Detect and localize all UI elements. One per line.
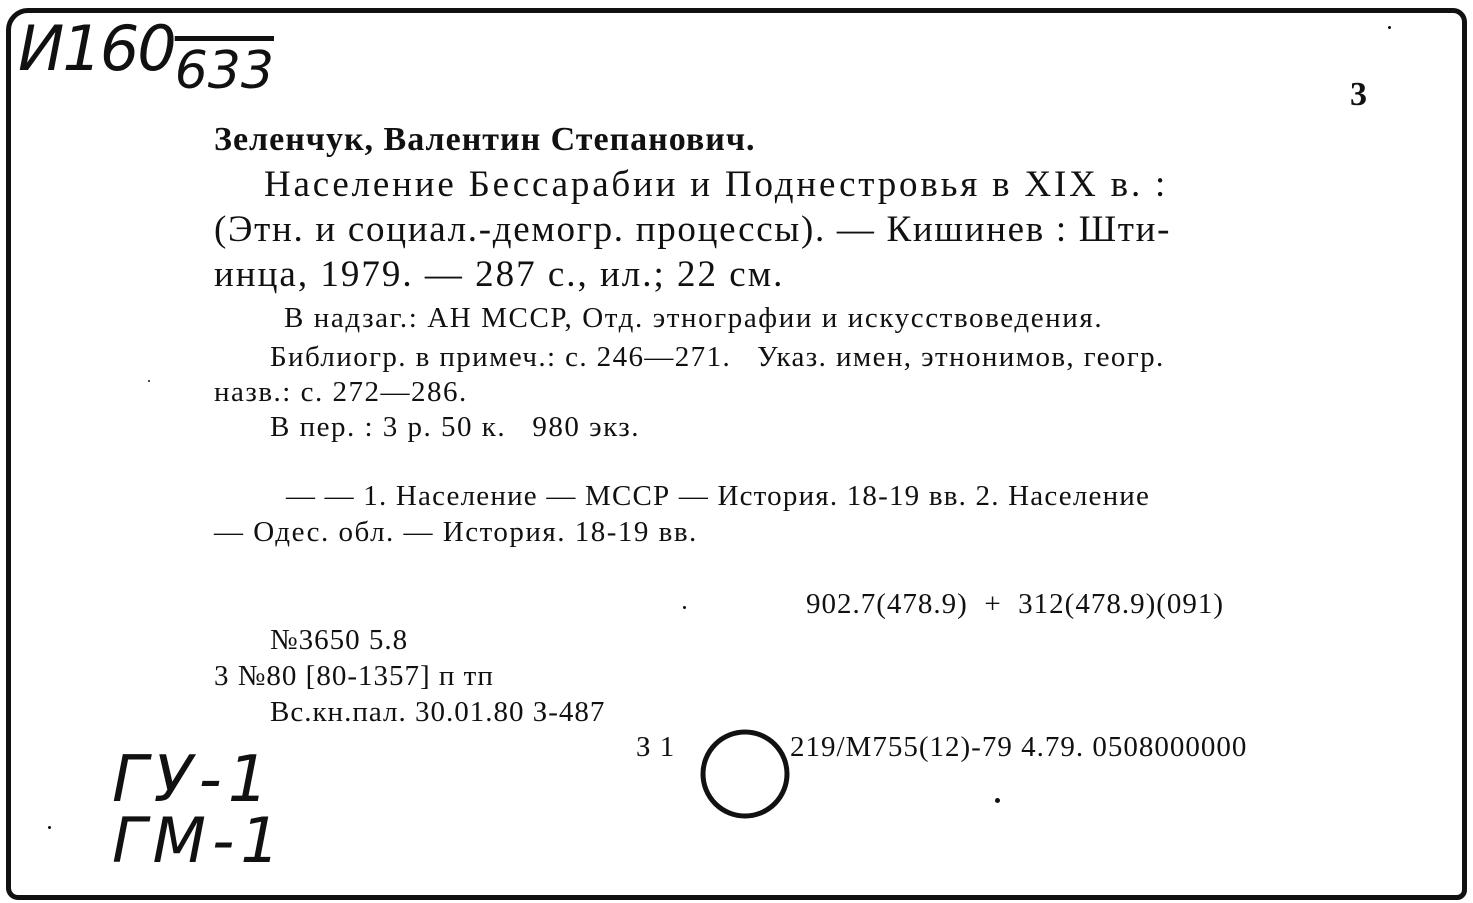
subject-line-1: — — 1. Население — МССР — История. 18-19 вв. 2. Население: [286, 480, 1151, 512]
record-line-3: Вс.кн.пал. 30.01.80 З-487: [270, 696, 606, 728]
speck: [683, 606, 686, 609]
record-line-1: №3650 5.8: [270, 624, 409, 656]
record-line-2: 3 №80 [80-1357] п тп: [214, 660, 494, 692]
title-line-2: (Этн. и социал.-демогр. процессы). — Кишинев : Шти-: [214, 209, 1172, 250]
inventory-number-main: И160: [18, 12, 175, 85]
bottom-code-left: З 1: [636, 731, 676, 763]
note-line-1: В надзаг.: АН МССР, Отд. этнографии и искусствоведения.: [284, 302, 1104, 334]
note-line-3: назв.: с. 272—286.: [214, 376, 468, 408]
handwritten-mark-1: ГУ-1: [112, 743, 275, 817]
note-line-4: В пер. : 3 р. 50 к. 980 экз.: [270, 411, 640, 443]
handwritten-inventory-number: [18, 12, 274, 101]
page-marker: 3: [1350, 76, 1367, 113]
speck: [148, 380, 150, 382]
classification-index: 902.7(478.9) + 312(478.9)(091): [806, 588, 1225, 620]
handwritten-mark-2: ГМ-1: [112, 804, 286, 877]
subject-line-2: — Одес. обл. — История. 18-19 вв.: [214, 516, 698, 548]
circle-stamp: [698, 726, 794, 822]
inventory-number-sub: 633: [174, 41, 274, 101]
speck: [995, 798, 1000, 803]
speck: [1388, 26, 1391, 29]
author: Зеленчук, Валентин Степанович.: [214, 121, 756, 158]
title-line-3: инца, 1979. — 287 с., ил.; 22 см.: [214, 254, 785, 295]
title-line-1: Население Бессарабии и Поднестровья в XIX в. :: [264, 164, 1169, 205]
speck: [48, 826, 51, 829]
note-line-2: Библиогр. в примеч.: с. 246—271. Указ. имен, этнонимов, геогр.: [270, 341, 1165, 373]
bottom-code-right: 219/М755(12)-79 4.79. 0508000000: [790, 731, 1248, 763]
